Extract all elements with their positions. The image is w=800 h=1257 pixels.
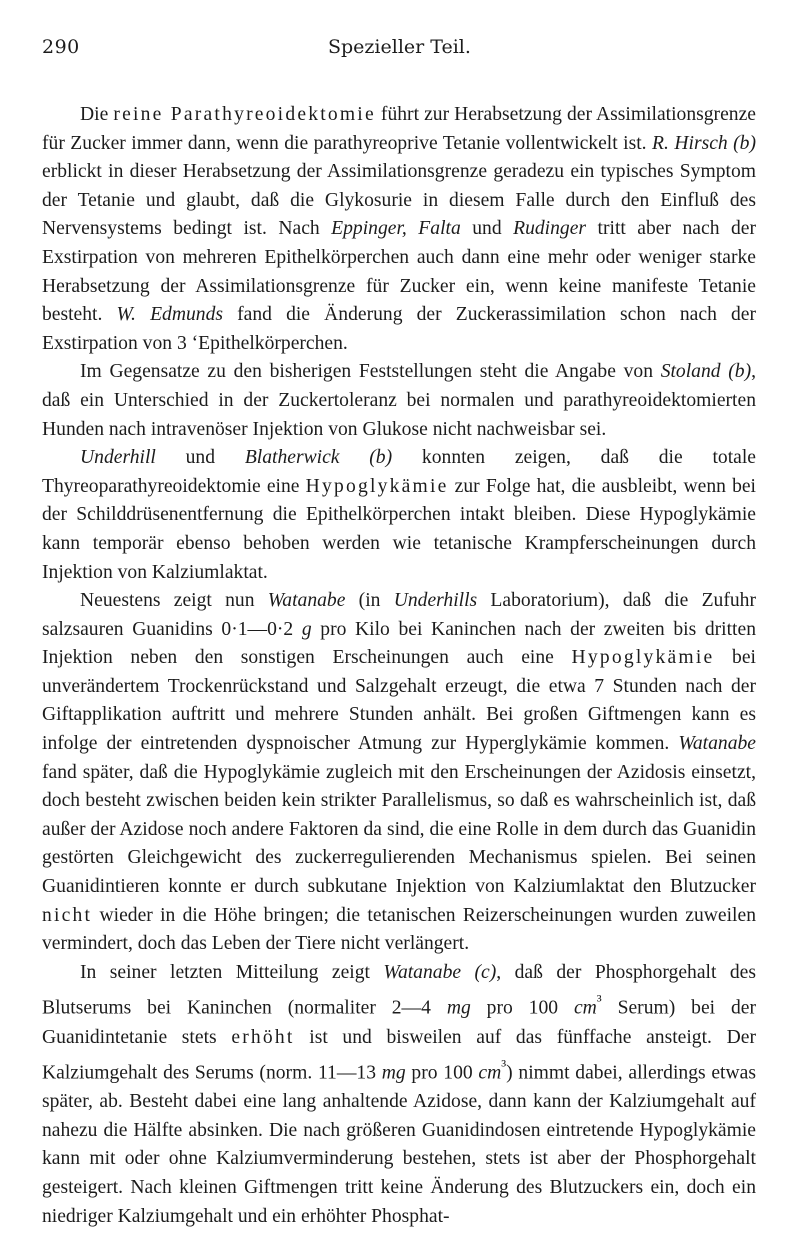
text-run: (in xyxy=(345,590,394,612)
text-run: Neuestens zeigt nun xyxy=(80,590,268,612)
text-run: bei unverändertem Trockenrückstand und Salzgehalt erzeugt, die etwa 7 Stunden nach der Giftapplikation auftritt und mehrere Stunden anhält. Bei großen Giftmengen kann es infolge der eintretenden dyspnoischer Atmung zur Hyperglykämie kommen. xyxy=(42,647,756,755)
author-citation: Underhill xyxy=(80,447,156,469)
text-run: , daß der Phosphorgehalt des Blutserums bei Kaninchen (normaliter 2—4 xyxy=(42,961,756,1019)
paragraph-5 xyxy=(42,959,756,1231)
superscript: ³ xyxy=(596,991,602,1011)
text-run: konnten zeigen, daß die totale Thyreoparathyreoidektomie eine xyxy=(42,447,756,497)
emphasized-term: erhöht xyxy=(231,1026,295,1048)
running-head: Spezieller Teil. xyxy=(328,36,471,58)
author-citation: Watanabe xyxy=(678,733,756,755)
author-citation: Watanabe (c) xyxy=(383,961,497,983)
paragraph-1 xyxy=(42,101,756,358)
text-run: erblickt in dieser Herabsetzung der Assimilationsgrenze geradezu ein typisches Symptom der Tetanie und glaubt, daß die Glykosurie in diesem Falle durch den Einfluß des Nervensystems bedingt ist. Nach xyxy=(42,161,756,240)
author-citation: Eppinger, Falta xyxy=(331,218,461,240)
text-run: Im Gegensatze zu den bisherigen Feststellungen steht die Angabe von xyxy=(80,361,661,383)
text-run: ist und bisweilen auf das fünffache ansteigt. Der Kalziumgehalt des Serums (norm. 11—13 xyxy=(42,1026,756,1084)
emphasized-term: Hypoglykämie xyxy=(571,647,715,669)
text-run: pro 100 xyxy=(405,1062,479,1084)
paragraph-3 xyxy=(42,444,756,587)
emphasized-term: reine Parathyreoidektomie xyxy=(113,104,376,125)
text-run: ) nimmt dabei, allerdings etwas später, ab. Besteht dabei eine lang anhaltende Azidose, dann kann der Kalziumgehalt auf nahezu die Hälfte absinken. Die nach größeren Guanidindosen eintretende Hypoglykämie kann mit oder ohne xyxy=(42,1062,756,1170)
author-citation: Watanabe xyxy=(267,590,346,612)
paragraph-2 xyxy=(42,358,756,444)
text-run: wieder in die Höhe bringen; die tetanischen Reizerscheinungen wurden zuweilen vermindert, doch das Leben der Tiere nicht verlängert. xyxy=(42,904,756,955)
unit: cm xyxy=(478,1062,502,1084)
emphasized-term: Kalziumverminderung xyxy=(216,1148,394,1170)
text-run: und xyxy=(155,447,245,469)
text-run: bestehen, stets ist aber der Phosphorgehalt gesteigert. Nach kleinen Giftmengen tritt keine Änderung des Blutzuckers ein, doch ein niedriger Kalziumgehalt und ein erhöhter Phosphat- xyxy=(42,1148,756,1227)
text-run: , daß ein Unterschied in der Zuckertoleranz bei normalen und parathyreoidektomierten Hunden nach intravenöser Injektion von Glukose nicht nachweisbar sei. xyxy=(42,361,756,440)
book-page xyxy=(42,14,757,1227)
text-run: Die xyxy=(80,104,114,125)
page-number: 290 xyxy=(42,36,80,58)
author-citation: Stoland (b) xyxy=(660,361,752,383)
text-run: tritt aber nach der Exstirpation von mehreren Epithelkörperchen auch dann eine mehr oder weniger starke Herabsetzung der Assimilationsgrenze für Zucker ein, wenn keine manifeste Tetanie besteht. xyxy=(42,218,756,326)
text-run: In seiner letzten Mitteilung zeigt xyxy=(80,961,384,983)
unit: mg xyxy=(446,997,471,1019)
emphasized-term: Hypoglykämie xyxy=(305,475,449,497)
author-citation: R. Hirsch (b) xyxy=(652,132,756,154)
author-citation: Blatherwick (b) xyxy=(244,447,393,469)
unit: mg xyxy=(381,1062,406,1084)
text-run: pro 100 xyxy=(470,997,574,1019)
author-citation: W. Edmunds xyxy=(116,304,224,326)
emphasized-term: nicht xyxy=(42,904,93,926)
author-citation: Underhills xyxy=(393,590,478,612)
author-citation: Rudinger xyxy=(513,218,587,240)
unit: g xyxy=(301,618,312,640)
text-run: und xyxy=(460,218,514,240)
unit: cm xyxy=(573,997,597,1019)
page-header xyxy=(42,14,756,58)
superscript: ³ xyxy=(501,1056,507,1076)
text-run: fand die Änderung der Zuckerassimilation schon nach der Exstirpation von 3 ‘Epithelkörperchen. xyxy=(42,304,756,354)
text-run: zur Folge hat, die ausbleibt, wenn bei der Schilddrüsenentfernung die Epithelkörperchen intakt bleiben. Diese Hypoglykämie kann temporär ebenso behoben werden wie tetanische Krampferscheinungen durch Injektion von Kalziumlaktat. xyxy=(42,475,757,583)
text-run: Serum) bei der Guanidintetanie stets xyxy=(42,997,756,1048)
text-run: führt zur Herabsetzung der Assimilationsgrenze für Zucker immer dann, wenn die parathyreoprive Tetanie vollentwickelt ist. xyxy=(42,104,756,154)
text-run: Laboratorium), daß die Zufuhr salzsauren Guanidins 0·1—0·2 xyxy=(42,590,756,640)
body-text xyxy=(42,101,756,1231)
text-run: pro Kilo bei Kaninchen nach der zweiten bis dritten Injektion neben den sonstigen Erscheinungen auch eine xyxy=(42,618,756,669)
text-run: fand später, daß die Hypoglykämie zugleich mit den Erscheinungen der Azidosis einsetzt, doch besteht zwischen beiden kein strikter Parallelismus, so daß es wahrscheinlich ist, daß außer der Azidose noch andere Faktoren da sind, die eine Rolle in dem durch das Guanidin gestörten Gleichgewicht des zuckerregulierenden Mechanismus spielen. Bei seinen Guanidintieren konnte er durch subkutane Injektion von Kalziumlaktat den Blutzucker xyxy=(42,761,756,898)
paragraph-4 xyxy=(42,587,756,959)
